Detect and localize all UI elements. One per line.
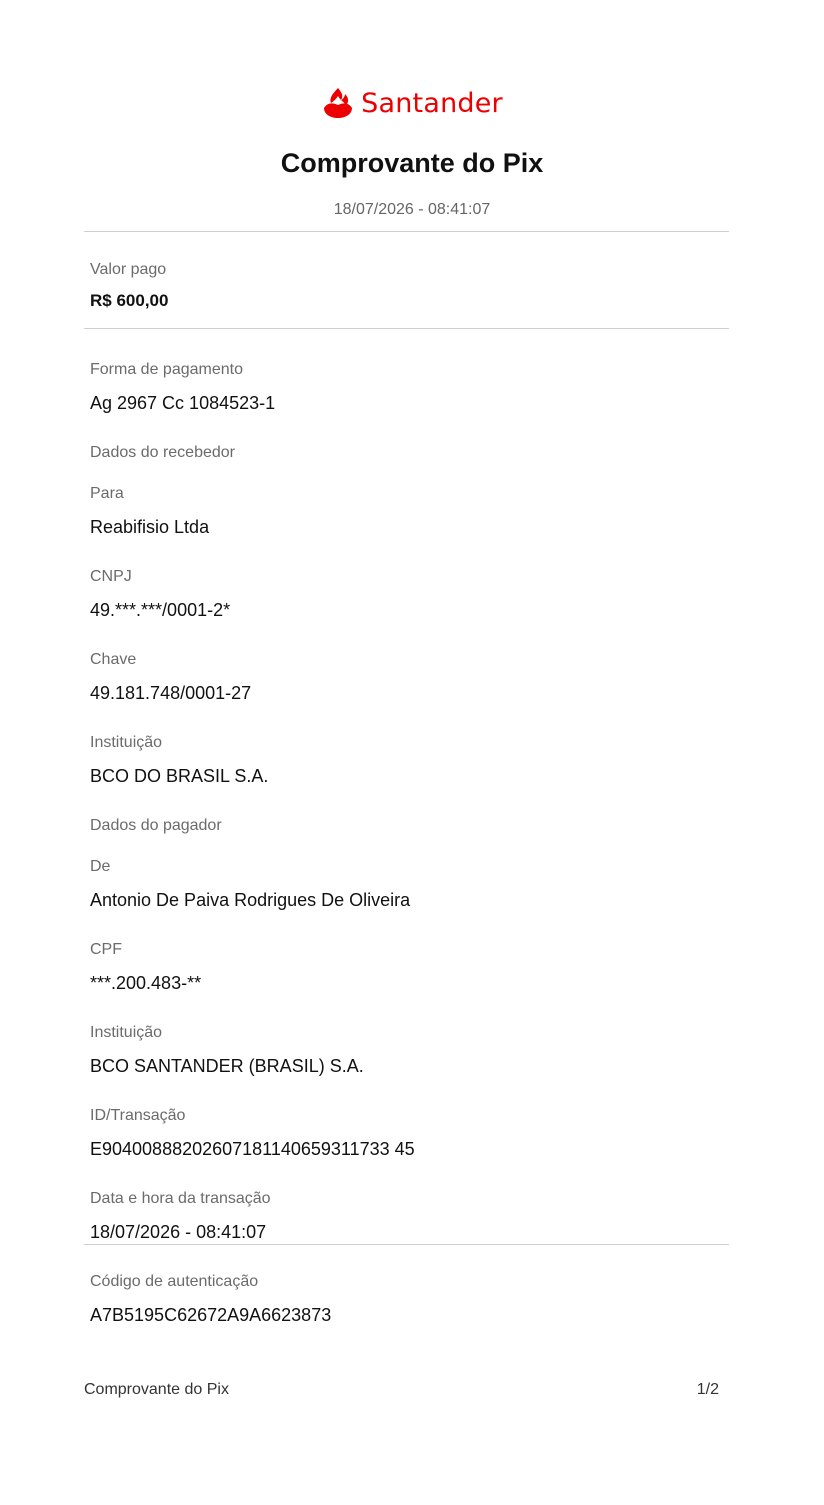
recipient-institution-value: BCO DO BRASIL S.A. bbox=[90, 766, 269, 786]
recipient-institution-label: Instituição bbox=[90, 734, 163, 751]
auth-code-field bbox=[90, 1272, 730, 1355]
payer-institution-label: Instituição bbox=[90, 1024, 163, 1041]
cnpj-value: 49.***.***/0001-2* bbox=[90, 600, 231, 620]
recipient-institution-field bbox=[90, 733, 730, 816]
payment-method-value: Ag 2967 Cc 1084523-1 bbox=[90, 393, 276, 413]
flame-icon bbox=[321, 86, 355, 120]
auth-code-value: A7B5195C62672A9A6623873 bbox=[90, 1305, 332, 1325]
pix-key-label: Chave bbox=[90, 651, 137, 668]
cnpj-field bbox=[90, 567, 730, 650]
auth-code-label: Código de autenticação bbox=[90, 1273, 259, 1290]
divider bbox=[84, 1244, 729, 1245]
page-number: 1/2 bbox=[696, 1381, 719, 1398]
amount-block bbox=[90, 260, 168, 311]
brand-logo bbox=[0, 86, 824, 120]
transaction-datetime-value: 18/07/2026 - 08:41:07 bbox=[90, 1222, 267, 1242]
transaction-datetime-field bbox=[90, 1189, 730, 1272]
cnpj-label: CNPJ bbox=[90, 568, 132, 585]
payer-name-label: De bbox=[90, 858, 111, 875]
receipt-datetime: 18/07/2026 - 08:41:07 bbox=[333, 201, 491, 218]
recipient-section-label: Dados do recebedor bbox=[90, 444, 235, 461]
transaction-id-label: ID/Transação bbox=[90, 1107, 186, 1124]
payment-method-field bbox=[90, 360, 730, 443]
amount-value: R$ 600,00 bbox=[90, 291, 169, 310]
payer-section-label: Dados do pagador bbox=[90, 817, 222, 834]
divider bbox=[84, 231, 729, 232]
cpf-value: ***.200.483-** bbox=[90, 973, 202, 993]
brand-name: Santander bbox=[361, 87, 503, 119]
recipient-name-value: Reabifisio Ltda bbox=[90, 517, 210, 537]
pix-key-field bbox=[90, 650, 730, 733]
payer-name-field bbox=[90, 857, 730, 940]
transaction-id-field bbox=[90, 1106, 730, 1189]
payer-institution-value: BCO SANTANDER (BRASIL) S.A. bbox=[90, 1056, 364, 1076]
recipient-name-label: Para bbox=[90, 485, 124, 502]
receipt-details bbox=[90, 360, 730, 1355]
divider bbox=[84, 328, 729, 329]
brand-logo-group bbox=[321, 86, 503, 120]
cpf-field bbox=[90, 940, 730, 1023]
payer-section bbox=[90, 816, 730, 857]
transaction-id-value: E90400888202607181140659311733 45 bbox=[90, 1139, 415, 1159]
recipient-section bbox=[90, 443, 730, 484]
page-title: Comprovante do Pix bbox=[280, 148, 544, 178]
amount-label: Valor pago bbox=[90, 261, 167, 278]
payer-institution-field bbox=[90, 1023, 730, 1106]
footer-title: Comprovante do Pix bbox=[84, 1381, 229, 1398]
payment-method-label: Forma de pagamento bbox=[90, 361, 243, 378]
cpf-label: CPF bbox=[90, 941, 122, 958]
pix-key-value: 49.181.748/0001-27 bbox=[90, 683, 252, 703]
recipient-name-field bbox=[90, 484, 730, 567]
transaction-datetime-label: Data e hora da transação bbox=[90, 1190, 271, 1207]
payer-name-value: Antonio De Paiva Rodrigues De Oliveira bbox=[90, 890, 411, 910]
